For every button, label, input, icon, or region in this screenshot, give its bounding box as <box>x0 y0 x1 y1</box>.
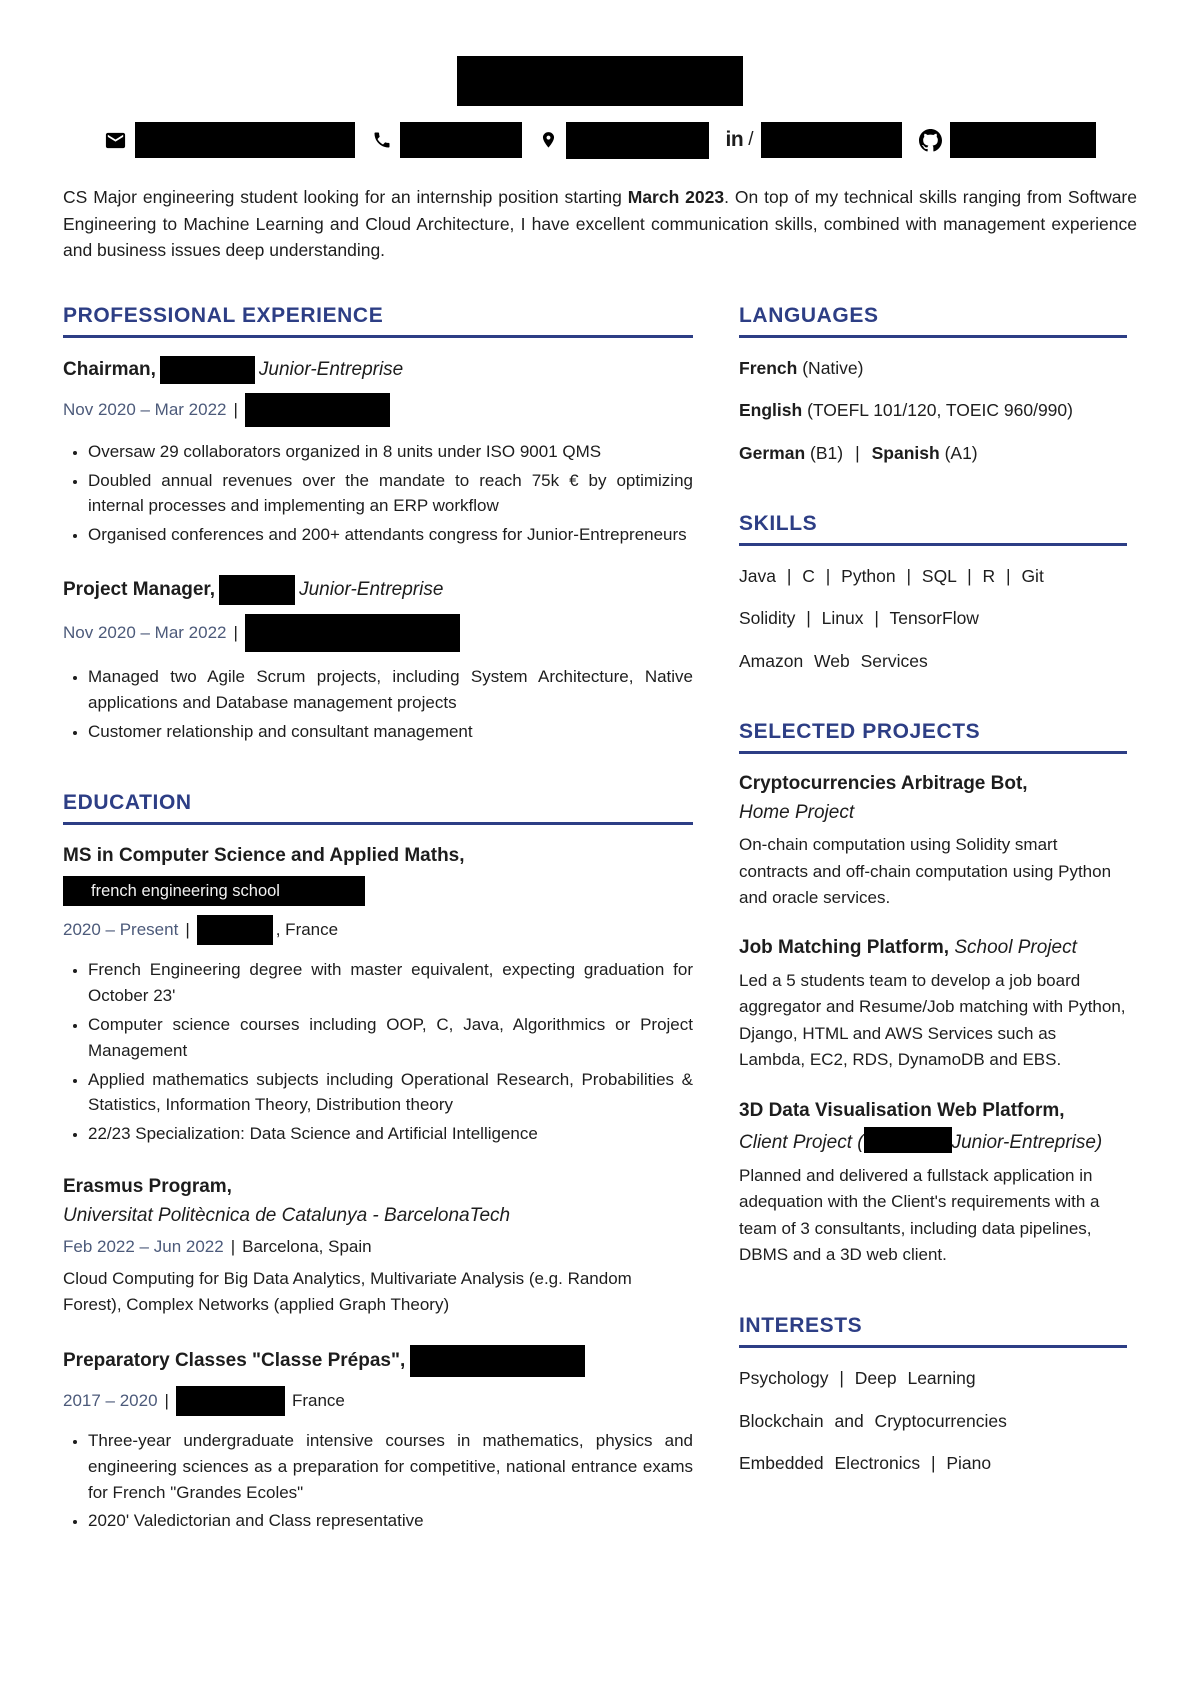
section-interests <box>739 1314 1127 1476</box>
bullet-item: • Computer science courses including OOP, C, Java, Algorithmics or Project Management <box>88 1012 693 1064</box>
date-line <box>63 915 693 945</box>
experience-entry-chairman <box>63 356 693 548</box>
project-subtitle-post: Junior-Entreprise) <box>951 1132 1103 1154</box>
date-range: 2017 – 2020 <box>63 1390 158 1410</box>
language-level: (Native) <box>802 357 864 378</box>
program-description: Cloud Computing for Big Data Analytics, Multivariate Analysis (e.g. Random Forest), Complex Networks (applied Graph Theory) <box>63 1269 632 1315</box>
degree-name: Erasmus Program, <box>63 1176 232 1198</box>
education-entry-ms <box>63 843 693 1147</box>
section-skills <box>739 512 1127 674</box>
project-3d-visualisation <box>739 1099 1127 1269</box>
degree-name: MS in Computer Science and Applied Maths, <box>63 844 465 866</box>
language-level: (TOEFL 101/120, TOEIC 960/990) <box>807 400 1073 421</box>
summary-text-pre: CS Major engineering student looking for an internship position starting <box>63 187 628 207</box>
language-row-english <box>739 398 1127 423</box>
bullet-item: • Doubled annual revenues over the mandate to reach 75k € by optimizing internal processes and implementing an ERP workflow <box>88 468 693 520</box>
language-name: Spanish <box>871 442 940 463</box>
date-pipe: | <box>233 623 238 643</box>
linkedin-icon: in <box>725 128 744 151</box>
contact-row <box>63 119 1137 161</box>
date-line <box>63 1237 693 1257</box>
redacted-linkedin <box>761 122 902 158</box>
contact-phone <box>372 122 522 158</box>
interests-line: Blockchain and Cryptocurrencies <box>739 1410 1007 1431</box>
job-org: Junior-Entreprise <box>258 358 404 380</box>
date-range: Feb 2022 – Jun 2022 <box>63 1237 224 1257</box>
right-column <box>739 304 1127 1537</box>
summary-text-post: . On top of my technical skills ranging from Software Engineering to Machine Learning and Cloud Architecture, I have excellent communication skills, combined with management experience and business issues deep understanding. <box>63 187 1137 261</box>
date-line <box>63 614 693 652</box>
contact-location <box>539 122 709 159</box>
envelope-icon <box>104 129 127 152</box>
github-icon <box>919 129 942 152</box>
redacted-company <box>219 575 295 605</box>
section-title-education: EDUCATION <box>63 791 693 825</box>
project-subtitle <box>739 1127 1127 1156</box>
date-pipe: | <box>233 399 238 419</box>
section-languages <box>739 304 1127 466</box>
summary-highlight-date: March 2023 <box>627 187 725 207</box>
contact-linkedin <box>726 122 903 158</box>
redacted-email <box>135 122 355 158</box>
date-pipe: | <box>230 1237 236 1257</box>
skills-line: Amazon Web Services <box>739 650 928 671</box>
bullet-item: • Customer relationship and consultant management <box>88 719 693 745</box>
project-title <box>739 936 1127 961</box>
education-entry-prepa <box>63 1345 693 1534</box>
section-title-interests: INTERESTS <box>739 1314 1127 1348</box>
date-range: Nov 2020 – Mar 2022 <box>63 399 227 419</box>
language-name: English <box>739 400 803 421</box>
university-name: Universitat Politècnica de Catalunya - BarcelonaTech <box>63 1204 511 1226</box>
language-name: German <box>739 442 806 463</box>
redacted-school <box>410 1345 585 1377</box>
language-level: (B1) <box>810 442 844 463</box>
date-country: , France <box>275 920 339 940</box>
project-description: Led a 5 students team to develop a job board aggregator and Resume/Job matching with Python, Django, HTML and AWS Services such as Lambda, EC2, RDS, DynamoDB and EBS. <box>739 971 1126 1070</box>
bullet-item: • 2020' Valedictorian and Class representative <box>88 1508 693 1534</box>
bullet-item: • French Engineering degree with master equivalent, expecting graduation for October 23' <box>88 957 693 1009</box>
section-selected-projects <box>739 720 1127 1268</box>
bullet-item: • 22/23 Specialization: Data Science and Artificial Intelligence <box>88 1121 693 1147</box>
linkedin-slash: / <box>748 129 754 150</box>
job-role: Chairman, <box>63 358 156 380</box>
degree-title <box>63 843 693 869</box>
section-title-projects: SELECTED PROJECTS <box>739 720 1127 754</box>
redacted-job-location <box>245 393 390 427</box>
section-title-skills: SKILLS <box>739 512 1127 546</box>
redacted-client <box>864 1127 952 1153</box>
location-pin-icon <box>539 129 558 151</box>
degree-title <box>63 1345 693 1377</box>
date-line <box>63 393 693 427</box>
bullet-item: • Oversaw 29 collaborators organized in 8 units under ISO 9001 QMS <box>88 439 693 465</box>
redacted-github <box>950 122 1096 158</box>
project-subtitle: Home Project <box>739 801 855 823</box>
redacted-city <box>176 1386 285 1416</box>
two-column-layout <box>63 304 1137 1537</box>
interests-line: Psychology | Deep Learning <box>739 1368 976 1389</box>
language-name: French <box>739 357 798 378</box>
left-column <box>63 304 693 1537</box>
job-title <box>63 356 693 384</box>
section-education <box>63 791 693 1535</box>
bullet-list <box>63 957 693 1147</box>
redacted-location <box>566 122 709 159</box>
summary-paragraph <box>63 184 1137 264</box>
bullet-item: • Managed two Agile Scrum projects, including System Architecture, Native applications and Database management projects <box>88 664 693 716</box>
contact-email <box>104 122 355 158</box>
section-professional-experience <box>63 304 693 745</box>
phone-icon <box>372 130 392 150</box>
bullet-item: • Applied mathematics subjects including Operational Research, Probabilities & Statistics, Information Theory, Distribution theory <box>88 1067 693 1119</box>
project-title: 3D Data Visualisation Web Platform, <box>739 1099 1065 1121</box>
job-role: Project Manager, <box>63 579 216 601</box>
skills-line: Java | C | Python | SQL | R | Git <box>739 565 1044 586</box>
experience-entry-project-manager <box>63 575 693 744</box>
redacted-school-box <box>63 876 365 906</box>
bullet-item: • Three-year undergraduate intensive courses in mathematics, physics and engineering sciences as a preparation for competitive, national entrance exams for French "Grandes Ecoles" <box>88 1428 693 1505</box>
language-row-french <box>739 356 1127 381</box>
date-pipe: | <box>185 920 190 940</box>
skills-line: Solidity | Linux | TensorFlow <box>739 608 979 629</box>
interests-line: Embedded Electronics | Piano <box>739 1453 992 1473</box>
date-range: Nov 2020 – Mar 2022 <box>63 623 227 643</box>
section-title-experience: PROFESSIONAL EXPERIENCE <box>63 304 693 338</box>
job-title <box>63 575 693 605</box>
redacted-name <box>457 56 743 106</box>
redacted-company <box>160 356 255 384</box>
education-entry-erasmus <box>63 1174 693 1318</box>
project-title-text: Job Matching Platform, <box>739 937 950 959</box>
date-city-country: Barcelona, Spain <box>242 1237 372 1257</box>
date-line <box>63 1386 693 1416</box>
degree-title <box>63 1174 693 1200</box>
degree-name: Preparatory Classes "Classe Prépas", <box>63 1349 406 1371</box>
project-description: On-chain computation using Solidity smart contracts and off-chain computation using Python and oracle services. <box>739 835 1112 908</box>
date-country: France <box>291 1390 345 1410</box>
project-description: Planned and delivered a fullstack application in adequation with the Client's requirements with a team of 3 consultants, including data pipelines, DBMS and a 3D web client. <box>739 1165 1100 1264</box>
project-title: Cryptocurrencies Arbitrage Bot, <box>739 773 1028 795</box>
project-subtitle-pre: Client Project ( <box>739 1132 864 1154</box>
job-org: Junior-Entreprise <box>299 579 444 601</box>
bullet-list <box>63 439 693 548</box>
contact-github <box>919 122 1096 158</box>
date-range: 2020 – Present <box>63 920 179 940</box>
project-subtitle: School Project <box>954 937 1077 959</box>
project-arbitrage-bot <box>739 772 1127 911</box>
project-job-matching <box>739 936 1127 1073</box>
redacted-phone <box>400 122 522 158</box>
date-pipe: | <box>164 1390 169 1410</box>
separator-pipe: | <box>855 442 860 463</box>
section-title-languages: LANGUAGES <box>739 304 1127 338</box>
language-row-german-spanish <box>739 441 1127 466</box>
language-level: (A1) <box>944 442 978 463</box>
redacted-school-label: french engineering school <box>91 881 280 900</box>
bullet-item: • Organised conferences and 200+ attendants congress for Junior-Entrepreneurs <box>88 522 693 548</box>
bullet-list <box>63 1428 693 1534</box>
redacted-job-location <box>245 614 460 652</box>
bullet-list <box>63 664 693 744</box>
redacted-city <box>197 915 273 945</box>
